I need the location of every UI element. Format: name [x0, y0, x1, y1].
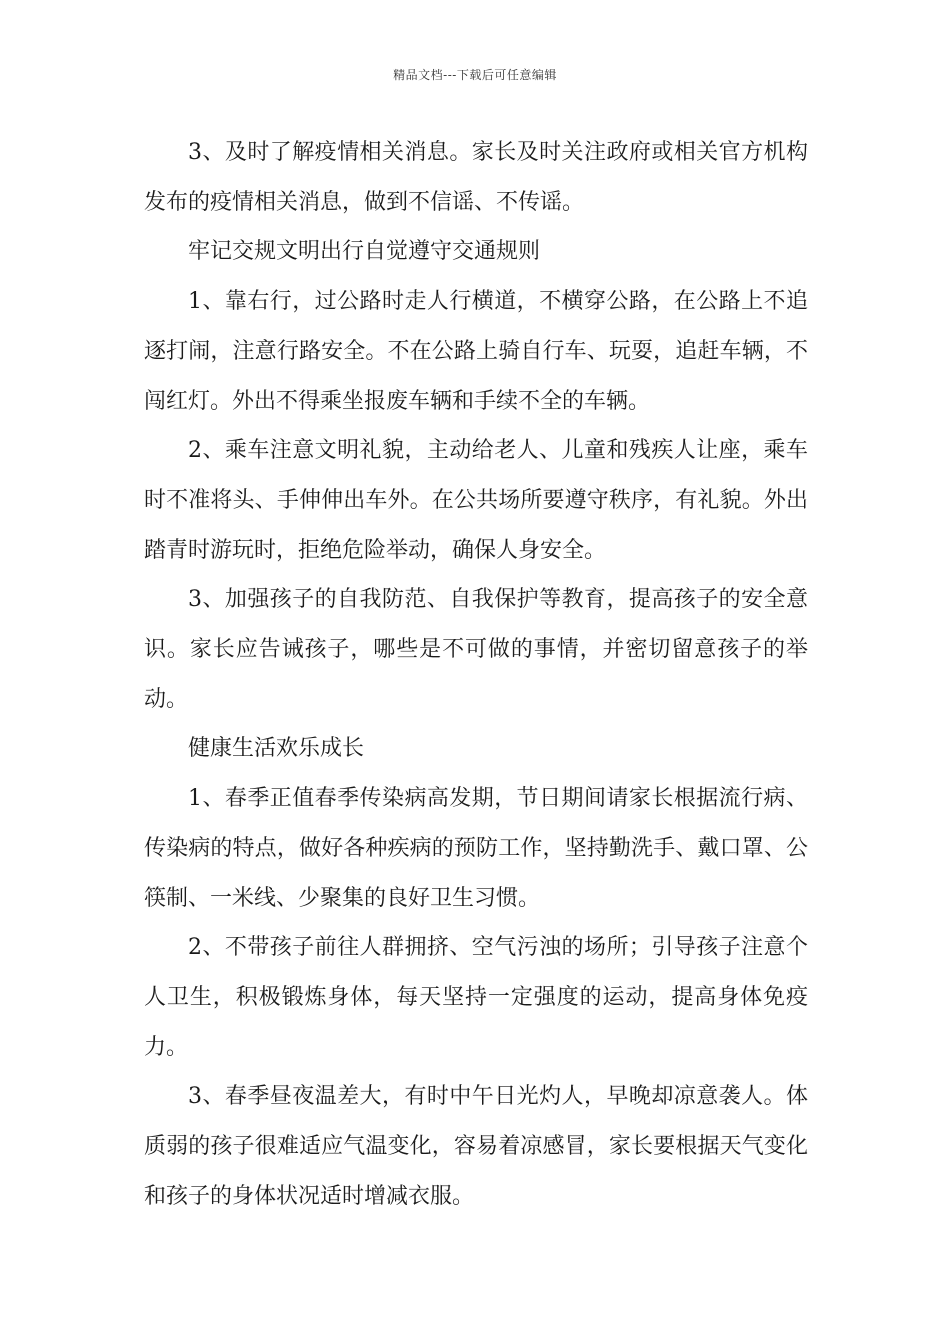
paragraph-health-1: 1、春季正值春季传染病高发期，节日期间请家长根据流行病、传染病的特点，做好各种疾病的预防工作，坚持勤洗手、戴口罩、公筷制、一米线、少聚集的良好卫生习惯。 [144, 786, 808, 911]
page-header: 精品文档---下载后可任意编辑 [393, 68, 557, 82]
paragraph-news: 3、及时了解疫情相关消息。家长及时关注政府或相关官方机构发布的疫情相关消息，做到不信谣、不传谣。 [144, 140, 808, 215]
paragraph-traffic-2: 2、乘车注意文明礼貌，主动给老人、儿童和残疾人让座，乘车时不准将头、手伸伸出车外。在公共场所要遵守秩序，有礼貌。外出踏青时游玩时，拒绝危险举动，确保人身安全。 [144, 438, 808, 563]
paragraph-health-3: 3、春季昼夜温差大，有时中午日光灼人，早晚却凉意袭人。体质弱的孩子很难适应气温变化，容易着凉感冒，家长要根据天气变化和孩子的身体状况适时增减衣服。 [144, 1084, 808, 1209]
paragraph-traffic-1: 1、靠右行，过公路时走人行横道，不横穿公路，在公路上不追逐打闹，注意行路安全。不在公路上骑自行车、玩耍，追赶车辆，不闯红灯。外出不得乘坐报废车辆和手续不全的车辆。 [144, 289, 808, 414]
paragraph-traffic-3: 3、加强孩子的自我防范、自我保护等教育，提高孩子的安全意识。家长应告诫孩子，哪些是不可做的事情，并密切留意孩子的举动。 [144, 587, 808, 712]
section-heading-health: 健康生活欢乐成长 [188, 736, 365, 762]
document-body [144, 128, 808, 1221]
section-heading-traffic: 牢记交规文明出行自觉遵守交通规则 [188, 239, 541, 265]
paragraph-health-2: 2、不带孩子前往人群拥挤、空气污浊的场所；引导孩子注意个人卫生，积极锻炼身体，每天坚持一定强度的运动，提高身体免疫力。 [144, 935, 808, 1060]
